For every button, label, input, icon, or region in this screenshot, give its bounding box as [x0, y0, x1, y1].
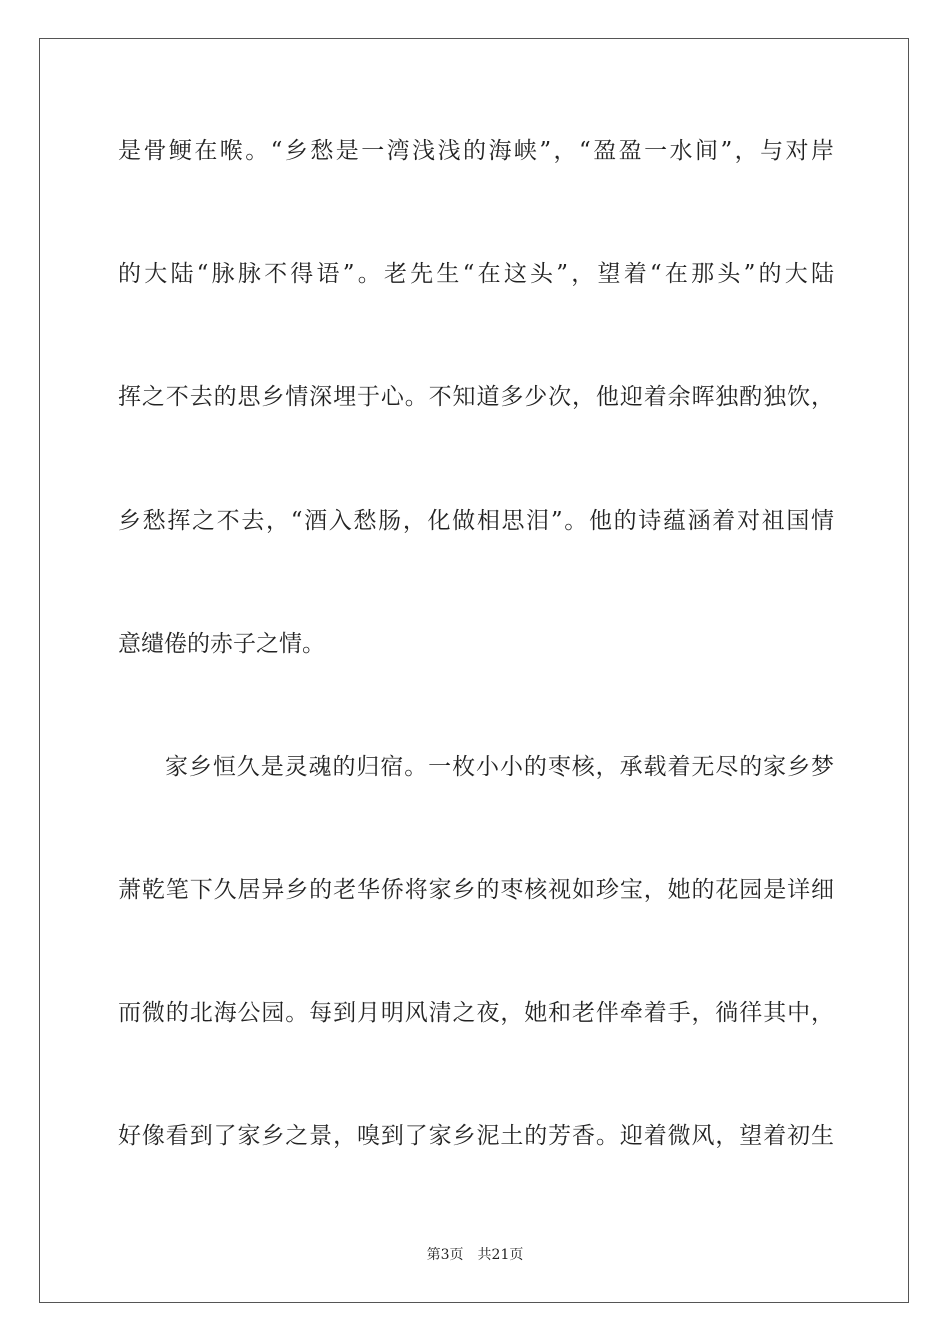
- page-number-footer: 第3页 共21页: [426, 1247, 524, 1263]
- paragraph-line-7: 萧乾笔下久居异乡的老华侨将家乡的枣核视如珍宝，她的花园是详细: [118, 877, 834, 903]
- paragraph-line-4: 乡愁挥之不去，“酒入愁肠，化做相思泪”。他的诗蕴涵着对祖国情: [118, 508, 834, 534]
- page-frame: [39, 38, 909, 1303]
- paragraph-line-2: 的大陆“脉脉不得语”。老先生“在这头”，望着“在那头”的大陆: [118, 261, 834, 287]
- paragraph-line-9: 好像看到了家乡之景，嗅到了家乡泥土的芳香。迎着微风，望着初生: [118, 1123, 834, 1149]
- paragraph-line-3: 挥之不去的思乡情深埋于心。不知道多少次，他迎着余晖独酌独饮，: [118, 384, 834, 410]
- paragraph-line-6: 家乡恒久是灵魂的归宿。一枚小小的枣核，承载着无尽的家乡梦: [165, 754, 834, 780]
- paragraph-line-1: 是骨鲠在喉。“乡愁是一湾浅浅的海峡”，“盈盈一水间”，与对岸: [118, 138, 834, 164]
- paragraph-line-5: 意缱倦的赤子之情。: [118, 631, 325, 657]
- paragraph-line-8: 而微的北海公园。每到月明风清之夜，她和老伴牵着手，徜徉其中，: [118, 1000, 834, 1026]
